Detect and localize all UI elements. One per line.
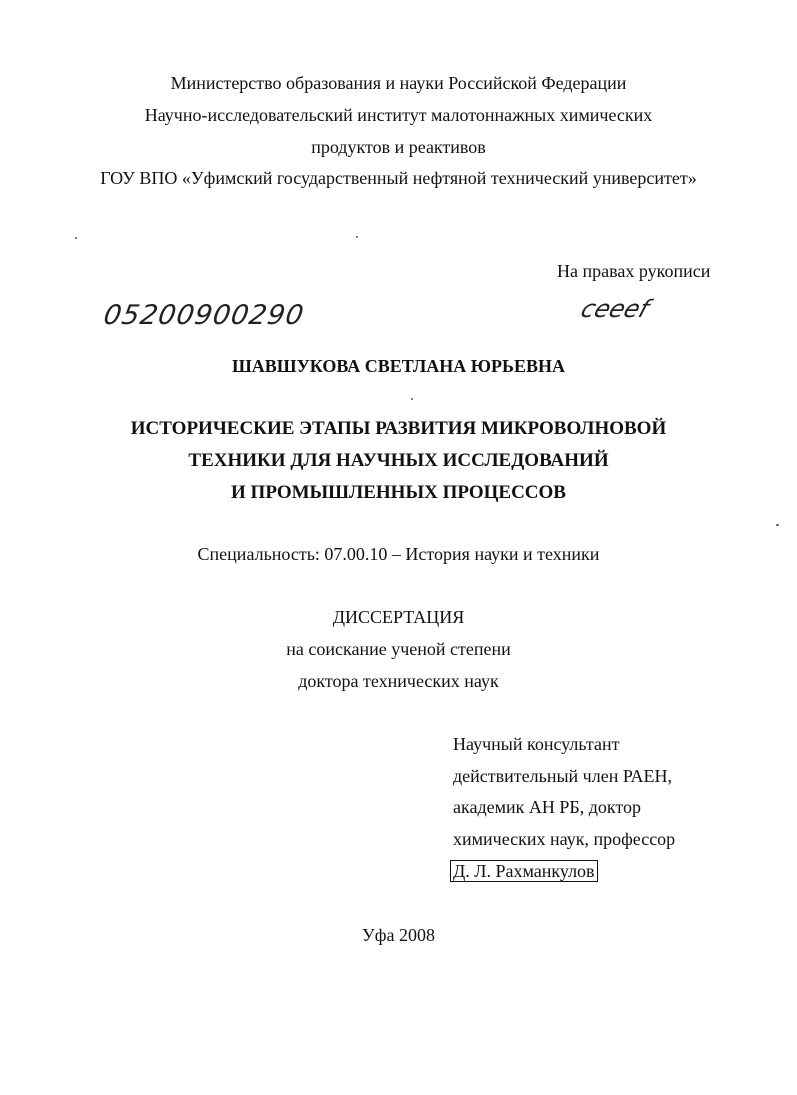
scan-speck: [411, 398, 413, 400]
scan-speck: [75, 237, 77, 239]
consultant-line-3: академик АН РБ, доктор: [453, 797, 642, 817]
institute-line-2: продуктов и реактивов: [311, 137, 486, 157]
place-year: Уфа 2008: [362, 925, 435, 945]
author-name: ШАВШУКОВА СВЕТЛАНА ЮРЬЕВНА: [232, 356, 565, 376]
title-line-3: И ПРОМЫШЛЕННЫХ ПРОЦЕССОВ: [231, 482, 566, 503]
scan-speck: [356, 236, 358, 238]
title-line-2: ТЕХНИКИ ДЛЯ НАУЧНЫХ ИССЛЕДОВАНИЙ: [188, 450, 609, 471]
consultant-line-2: действительный член РАЕН,: [453, 766, 673, 786]
consultant-name-box: Д. Л. Рахманкулов: [450, 860, 598, 882]
scan-speck: [776, 524, 779, 526]
handwritten-signature: ceеef: [577, 295, 653, 323]
consultant-line-1: Научный консультант: [453, 734, 620, 754]
archive-number: 05200900290: [101, 300, 307, 331]
university-line: ГОУ ВПО «Уфимский государственный нефтяной технический университет»: [100, 168, 697, 188]
consultant-line-4: химических наук, профессор: [453, 829, 676, 849]
dissertation-label: ДИССЕРТАЦИЯ: [332, 607, 465, 627]
title-line-1: ИСТОРИЧЕСКИЕ ЭТАПЫ РАЗВИТИЯ МИКРОВОЛНОВОЙ: [130, 418, 667, 439]
manuscript-note: На правах рукописи: [557, 261, 711, 281]
institute-line-1: Научно-исследовательский институт малотоннажных химических: [144, 105, 653, 125]
dissertation-degree-line-2: доктора технических наук: [298, 671, 499, 691]
specialty-line: Специальность: 07.00.10 – История науки и техники: [197, 544, 600, 564]
dissertation-degree-line-1: на соискание ученой степени: [286, 639, 511, 659]
consultant-name: [453, 860, 598, 882]
ministry-line: Министерство образования и науки Российской Федерации: [170, 73, 627, 93]
